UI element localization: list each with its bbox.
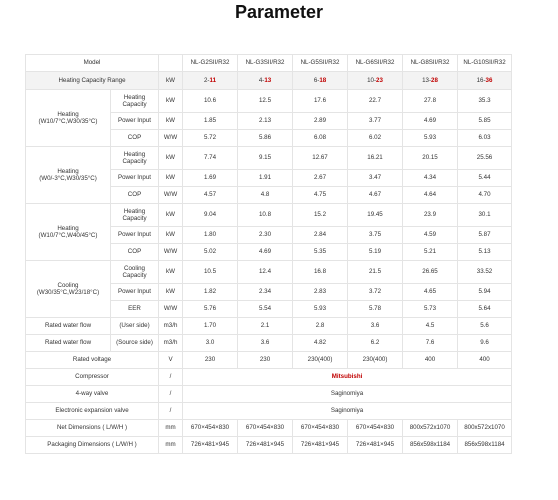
value-cell: 35.3 — [458, 90, 512, 113]
value-cell: 230(400) — [348, 352, 403, 369]
value-cell: 2.1 — [238, 318, 293, 335]
unit-cell: mm — [159, 420, 183, 437]
value-cell: 10.8 — [238, 204, 293, 227]
value-cell: 4.59 — [403, 227, 458, 244]
unit-cell: / — [159, 403, 183, 420]
param-label: Heating Capacity — [111, 204, 159, 227]
value-cell: 2.89 — [293, 113, 348, 130]
value-cell: 1.85 — [183, 113, 238, 130]
value-cell: 5.02 — [183, 244, 238, 261]
value-cell: 1.91 — [238, 170, 293, 187]
value-cell: 230 — [238, 352, 293, 369]
value-cell: 21.5 — [348, 261, 403, 284]
value-cell: 670×454×830 — [238, 420, 293, 437]
param-label: Power Input — [111, 170, 159, 187]
value-cell: 5.93 — [403, 130, 458, 147]
value-cell: 2.67 — [293, 170, 348, 187]
spec-row — [26, 90, 512, 113]
range-low: 2- — [203, 76, 210, 84]
model-name: NL-G5SII/R32 — [293, 55, 348, 72]
value-cell: 12.67 — [293, 147, 348, 170]
unit-cell: W/W — [159, 301, 183, 318]
value-cell: 670×454×830 — [293, 420, 348, 437]
param-label: Compressor — [26, 369, 159, 386]
value-cell: 2.34 — [238, 284, 293, 301]
value-cell: 3.75 — [348, 227, 403, 244]
value-cell: 5.54 — [238, 301, 293, 318]
value-cell: 4.5 — [403, 318, 458, 335]
unit-cell: mm — [159, 437, 183, 454]
value-cell: 3.6 — [348, 318, 403, 335]
value-cell: 5.35 — [293, 244, 348, 261]
param-sublabel: (User side) — [111, 318, 159, 335]
group-condition: (W30/35°C,W23/18°C) — [36, 289, 100, 296]
unit-cell: W/W — [159, 130, 183, 147]
value-cell: 22.7 — [348, 90, 403, 113]
unit-cell: kW — [159, 72, 183, 90]
value-cell: 26.65 — [403, 261, 458, 284]
value-cell: 5.72 — [183, 130, 238, 147]
value-cell: 12.5 — [238, 90, 293, 113]
group-name: Heating — [57, 110, 79, 118]
value-cell: 5.64 — [458, 301, 512, 318]
condition-group — [26, 204, 111, 261]
value-cell: 10.6 — [183, 90, 238, 113]
range-high: 13 — [264, 76, 272, 84]
value-cell: 4.75 — [293, 187, 348, 204]
water-flow-row — [26, 318, 512, 335]
value-cell: 856x598x1184 — [403, 437, 458, 454]
param-label: Rated water flow — [26, 335, 111, 352]
value-cell: 3.0 — [183, 335, 238, 352]
param-label: COP — [111, 244, 159, 261]
param-label: 4-way valve — [26, 386, 159, 403]
capacity-range-label: Heating Capacity Range — [26, 72, 159, 90]
value-cell: 5.13 — [458, 244, 512, 261]
value-cell: 4.82 — [293, 335, 348, 352]
value-cell: 15.2 — [293, 204, 348, 227]
value-cell: 9.04 — [183, 204, 238, 227]
value-cell: 17.6 — [293, 90, 348, 113]
value-cell: 5.21 — [403, 244, 458, 261]
unit-cell: kW — [159, 113, 183, 130]
value-cell: 5.44 — [458, 170, 512, 187]
component-brand: Saginomiya — [183, 386, 512, 403]
range-high: 23 — [376, 76, 383, 84]
param-label: EER — [111, 301, 159, 318]
value-cell: 4.57 — [183, 187, 238, 204]
value-cell: 33.52 — [458, 261, 512, 284]
value-cell: 2.8 — [293, 318, 348, 335]
param-label: Net Dimensions ( L/W/H ) — [26, 420, 159, 437]
param-label: Electronic expansion valve — [26, 403, 159, 420]
value-cell: 25.56 — [458, 147, 512, 170]
component-row — [26, 403, 512, 420]
value-cell: 230 — [183, 352, 238, 369]
capacity-range-cell — [403, 72, 458, 90]
model-label: Model — [26, 55, 159, 72]
value-cell: 5.85 — [458, 113, 512, 130]
value-cell: 6.02 — [348, 130, 403, 147]
group-condition: (W10/7°C,W40/45°C) — [38, 232, 98, 239]
model-name: NL-G6SII/R32 — [348, 55, 403, 72]
value-cell: 670×454×830 — [348, 420, 403, 437]
param-label: Rated water flow — [26, 318, 111, 335]
value-cell: 2.30 — [238, 227, 293, 244]
value-cell: 5.76 — [183, 301, 238, 318]
capacity-range-cell — [458, 72, 512, 90]
capacity-range-cell — [183, 72, 238, 90]
value-cell: 5.86 — [238, 130, 293, 147]
param-label: Packaging Dimensions ( L/W/H ) — [26, 437, 159, 454]
value-cell: 400 — [403, 352, 458, 369]
value-cell: 1.69 — [183, 170, 238, 187]
condition-group — [26, 90, 111, 147]
value-cell: 726×481×945 — [183, 437, 238, 454]
unit-cell: / — [159, 369, 183, 386]
value-cell: 400 — [458, 352, 512, 369]
range-low: 13- — [422, 76, 432, 84]
value-cell: 3.77 — [348, 113, 403, 130]
parameter-table — [25, 54, 512, 454]
condition-group — [26, 147, 111, 204]
value-cell: 6.2 — [348, 335, 403, 352]
range-high: 11 — [209, 76, 217, 84]
capacity-range-cell — [348, 72, 403, 90]
range-low: 10- — [367, 76, 377, 84]
value-cell: 6.03 — [458, 130, 512, 147]
param-label: COP — [111, 130, 159, 147]
spec-row — [26, 147, 512, 170]
group-condition: (W0/-3°C,W30/35°C) — [39, 175, 97, 182]
value-cell: 726×481×945 — [348, 437, 403, 454]
value-cell: 230(400) — [293, 352, 348, 369]
model-name: NL-G2SII/R32 — [183, 55, 238, 72]
value-cell: 4.67 — [348, 187, 403, 204]
value-cell: 1.70 — [183, 318, 238, 335]
capacity-range-cell — [238, 72, 293, 90]
page-title: Parameter — [234, 2, 324, 22]
value-cell: 30.1 — [458, 204, 512, 227]
value-cell: 23.9 — [403, 204, 458, 227]
value-cell: 2.13 — [238, 113, 293, 130]
value-cell: 3.47 — [348, 170, 403, 187]
unit-cell: kW — [159, 284, 183, 301]
value-cell: 12.4 — [238, 261, 293, 284]
unit-cell: kW — [159, 170, 183, 187]
value-cell: 4.70 — [458, 187, 512, 204]
group-name: Heating — [57, 167, 79, 175]
range-low: 16- — [476, 76, 486, 84]
param-sublabel: (Source side) — [111, 335, 159, 352]
component-brand: Saginomiya — [183, 403, 512, 420]
param-label: Heating Capacity — [111, 90, 159, 113]
value-cell: 726×481×945 — [293, 437, 348, 454]
component-row — [26, 386, 512, 403]
dimension-row — [26, 420, 512, 437]
capacity-range-cell — [293, 72, 348, 90]
value-cell: 5.19 — [348, 244, 403, 261]
value-cell: 5.94 — [458, 284, 512, 301]
range-high: 36 — [485, 76, 493, 84]
value-cell: 726×481×945 — [238, 437, 293, 454]
value-cell: 800x572x1070 — [458, 420, 512, 437]
dimension-row — [26, 437, 512, 454]
spec-row — [26, 261, 512, 284]
model-row — [26, 55, 512, 72]
group-name: Heating — [57, 224, 79, 232]
unit-cell: W/W — [159, 244, 183, 261]
range-low: 4- — [258, 76, 265, 84]
voltage-row — [26, 352, 512, 369]
value-cell: 2.84 — [293, 227, 348, 244]
value-cell: 5.73 — [403, 301, 458, 318]
range-high: 18 — [319, 76, 327, 84]
param-label: Heating Capacity — [111, 147, 159, 170]
value-cell: 670×454×830 — [183, 420, 238, 437]
param-label: Cooling Capacity — [111, 261, 159, 284]
spec-row — [26, 204, 512, 227]
value-cell: 4.8 — [238, 187, 293, 204]
param-label: Power Input — [111, 284, 159, 301]
value-cell: 5.87 — [458, 227, 512, 244]
value-cell: 19.45 — [348, 204, 403, 227]
value-cell: 7.6 — [403, 335, 458, 352]
model-name: NL-G3SII/R32 — [238, 55, 293, 72]
value-cell: 4.65 — [403, 284, 458, 301]
value-cell: 9.6 — [458, 335, 512, 352]
value-cell: 5.6 — [458, 318, 512, 335]
value-cell: 4.69 — [238, 244, 293, 261]
condition-group — [26, 261, 111, 318]
component-row — [26, 369, 512, 386]
value-cell: 5.78 — [348, 301, 403, 318]
range-low: 6- — [313, 76, 320, 84]
param-label: COP — [111, 187, 159, 204]
group-name: Cooling — [57, 281, 79, 289]
value-cell: 3.6 — [238, 335, 293, 352]
value-cell: 800x572x1070 — [403, 420, 458, 437]
value-cell: 4.34 — [403, 170, 458, 187]
range-high: 28 — [431, 76, 438, 84]
unit-cell: kW — [159, 147, 183, 170]
value-cell: 4.64 — [403, 187, 458, 204]
value-cell: 1.80 — [183, 227, 238, 244]
unit-cell: m3/h — [159, 318, 183, 335]
value-cell: 10.5 — [183, 261, 238, 284]
unit-cell: kW — [159, 204, 183, 227]
model-name: NL-G10SII/R32 — [458, 55, 512, 72]
value-cell: 7.74 — [183, 147, 238, 170]
water-flow-row — [26, 335, 512, 352]
unit-cell: kW — [159, 261, 183, 284]
unit-cell — [159, 55, 183, 72]
unit-cell: m3/h — [159, 335, 183, 352]
value-cell: 27.8 — [403, 90, 458, 113]
value-cell: 20.15 — [403, 147, 458, 170]
value-cell: 856x598x1184 — [458, 437, 512, 454]
param-label: Power Input — [111, 227, 159, 244]
compressor-brand: Mitsubishi — [183, 369, 512, 386]
unit-cell: kW — [159, 90, 183, 113]
value-cell: 6.08 — [293, 130, 348, 147]
param-label: Power Input — [111, 113, 159, 130]
unit-cell: W/W — [159, 187, 183, 204]
model-name: NL-G8SII/R32 — [403, 55, 458, 72]
value-cell: 1.82 — [183, 284, 238, 301]
value-cell: 16.21 — [348, 147, 403, 170]
value-cell: 2.83 — [293, 284, 348, 301]
unit-cell: / — [159, 386, 183, 403]
group-condition: (W10/7°C,W30/35°C) — [38, 118, 98, 125]
unit-cell: V — [159, 352, 183, 369]
value-cell: 3.72 — [348, 284, 403, 301]
unit-cell: kW — [159, 227, 183, 244]
value-cell: 4.69 — [403, 113, 458, 130]
value-cell: 9.15 — [238, 147, 293, 170]
capacity-range-row — [26, 72, 512, 90]
value-cell: 5.93 — [293, 301, 348, 318]
param-label: Rated voltage — [26, 352, 159, 369]
value-cell: 16.8 — [293, 261, 348, 284]
